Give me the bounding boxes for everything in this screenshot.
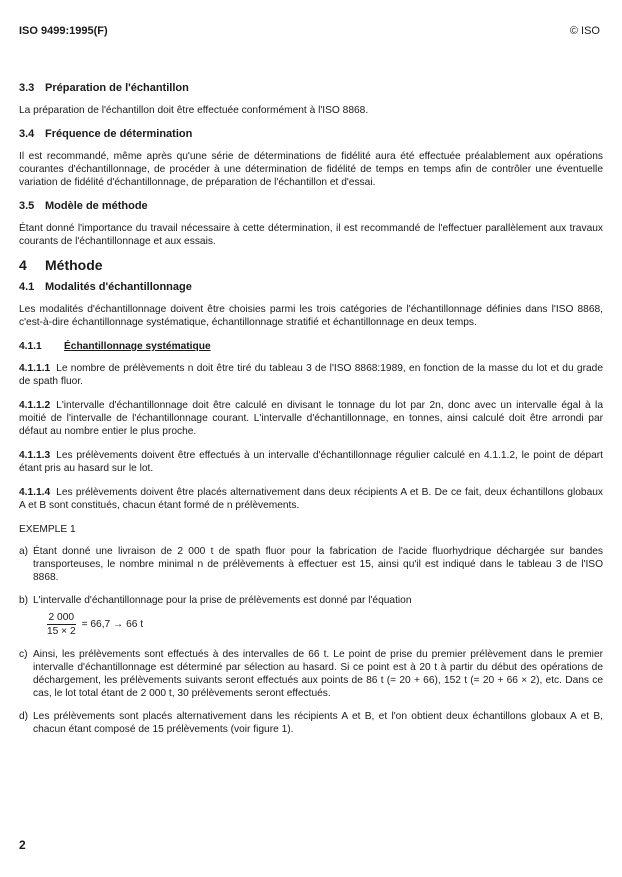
- section-3-4-text: Il est recommandé, même après qu'une série de déterminations de fidélité aura été effectuée préalablement aux opérations courantes d'échantillonnage, de procéder à une détermination de fidélité de temps en temps afin de contrôler une éventuelle variation de fidélité d'échantillonnage, de préparation de l'échantillon et d'essai.: [19, 151, 603, 188]
- clause-text: Le nombre de prélèvements n doit être tiré du tableau 3 de l'ISO 8868:1989, en fonction de la masse du lot et du grade de spath fluor.: [19, 363, 603, 387]
- section-number: 3.5: [19, 200, 35, 212]
- section-3-5-text: Étant donné l'importance du travail nécessaire à cette détermination, il est recommandé de l'effectuer parallèlement aux travaux courants de l'échantillonnage et aux essais.: [19, 223, 603, 247]
- clause-text: L'intervalle d'échantillonnage doit être calculé en divisant le tonnage du lot par 2n, donc avec un intervalle égal à la moitié de l'intervalle de l'échantillonnage courant. L'intervalle d'échantillonnage, en tonnes, ainsi calculé doit être arrondi par défaut au nombre entier le plus proche.: [19, 400, 603, 437]
- fraction-denominator: 15 × 2: [47, 626, 76, 637]
- section-3-3-heading: [19, 82, 603, 95]
- copyright-mark: © ISO: [569, 25, 600, 37]
- section-title: Fréquence de détermination: [45, 128, 193, 140]
- clause-number: 4.1.1.2: [19, 400, 51, 411]
- section-title: Méthode: [45, 257, 103, 273]
- section-number: 4.1.1: [19, 341, 42, 352]
- clause-number: 4.1.1.4: [19, 487, 51, 498]
- page-number: 2: [19, 838, 26, 852]
- item-text: L'intervalle d'échantillonnage pour la prise de prélèvements est donné par l'équation: [33, 595, 412, 606]
- example-item-c: [19, 648, 603, 700]
- section-3-3-text: La préparation de l'échantillon doit être effectuée conformément à l'ISO 8868.: [19, 105, 369, 116]
- equation: [33, 611, 603, 638]
- clause-text: Les prélèvements doivent être placés alternativement dans deux récipients A et B. De ce fait, deux échantillons globaux A et B sont constitués, chacun étant formé de n prélèvements.: [19, 487, 603, 511]
- item-text: Étant donné une livraison de 2 000 t de spath fluor pour la fabrication de l'acide fluorhydrique déchargée sur bandes transporteuses, le nombre minimal n de prélèvements à effectuer est 15, ainsi qu'il est indiqué dans le tableau 3 de l'ISO 8868.: [33, 546, 603, 583]
- section-title: Modèle de méthode: [45, 200, 148, 212]
- item-label: b): [19, 595, 29, 606]
- section-4-1-text: Les modalités d'échantillonnage doivent être choisies parmi les trois catégories de l'échantillonnage définies dans l'ISO 8868, c'est-à-dire échantillonnage systématique, échantillonnage stratifié et échantillonnage en deux temps.: [19, 304, 603, 328]
- fraction: [45, 611, 78, 638]
- example-item-b: [19, 594, 603, 607]
- section-title: Préparation de l'échantillon: [45, 82, 189, 94]
- clause-4-1-1-2: [19, 399, 603, 438]
- example-title: EXEMPLE 1: [19, 524, 76, 535]
- section-3-4-heading: [19, 128, 603, 141]
- equation-result: = 66,7 → 66 t: [81, 619, 144, 630]
- clause-number: 4.1.1.3: [19, 450, 51, 461]
- section-number: 4: [19, 257, 27, 273]
- item-text: Les prélèvements sont placés alternativement dans les récipients A et B, et l'on obtient deux échantillons globaux A et B, chacun étant composé de 15 prélèvements (voir figure 1).: [33, 711, 603, 735]
- item-label: d): [19, 711, 29, 722]
- clause-number: 4.1.1.1: [19, 363, 51, 374]
- section-3-5-heading: [19, 200, 603, 213]
- section-4-heading: [19, 259, 603, 272]
- section-4-1-heading: [19, 281, 603, 294]
- section-title: Modalités d'échantillonnage: [45, 281, 192, 293]
- section-number: 3.4: [19, 128, 35, 140]
- example-item-a: [19, 545, 603, 584]
- section-4-1-1-heading: [19, 340, 603, 353]
- section-number: 4.1: [19, 281, 35, 293]
- item-text: Ainsi, les prélèvements sont effectués à des intervalles de 66 t. Le point de prise du premier prélèvement dans le premier intervalle d'échantillonnage est déterminé par sélection au hasard. Si ce point est à 20 t à partir du début des opérations de déchargement, les prélèvements suivants seront effectués aux points de 86 t (= 20 + 66), 152 t (= 20 + 66 × 2), etc. Dans ce cas, le lot total étant de 2 000 t, 30 prélèvements seront effectués.: [33, 649, 603, 699]
- section-number: 3.3: [19, 82, 35, 94]
- item-label: a): [19, 546, 29, 557]
- page-content: [19, 82, 603, 746]
- clause-4-1-1-3: [19, 449, 603, 475]
- example-item-d: [19, 710, 603, 736]
- item-label: c): [19, 649, 28, 660]
- clause-4-1-1-4: [19, 486, 603, 512]
- section-title: Échantillonnage systématique: [64, 341, 211, 352]
- clause-4-1-1-1: [19, 362, 603, 388]
- document-reference: ISO 9499:1995(F): [19, 25, 108, 37]
- clause-text: Les prélèvements doivent être effectués à un intervalle d'échantillonnage régulier calculé en 4.1.1.2, le point de départ étant pris au hasard sur le lot.: [19, 450, 603, 474]
- fraction-numerator: 2 000: [48, 612, 75, 623]
